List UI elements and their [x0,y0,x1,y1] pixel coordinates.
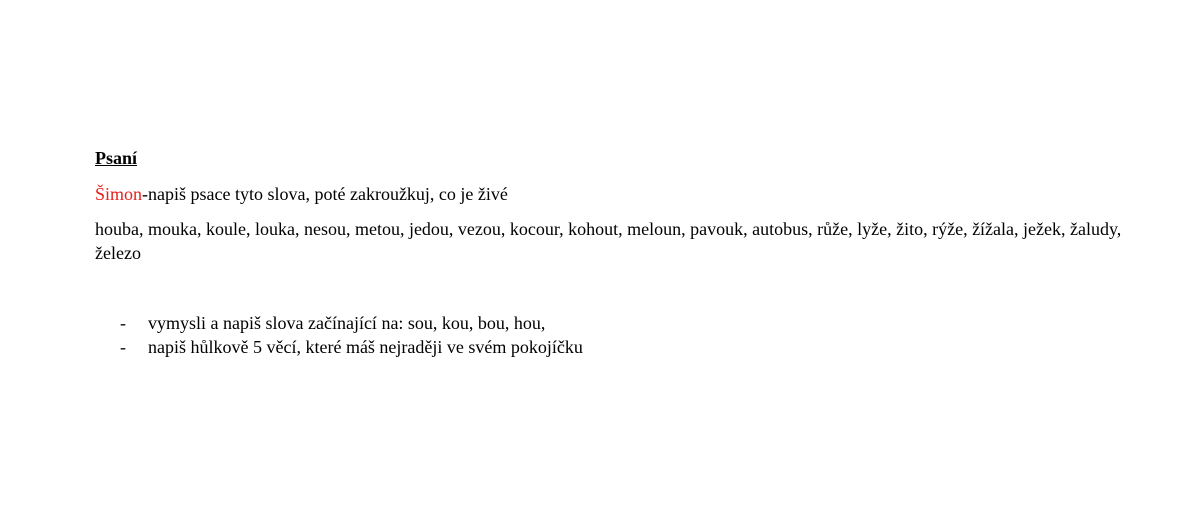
task-text: vymysli a napiš slova začínající na: sou, kou, bou, hou, [148,313,546,333]
instruction-line [95,182,1125,206]
student-name: Šimon [95,184,143,204]
task-list [95,311,1125,359]
document-page [95,146,1125,359]
bullet-marker: - [120,313,126,333]
task-item [95,335,1125,359]
instruction-text: -napiš psace tyto slova, poté zakroužkuj, co je živé [142,184,508,204]
word-list: houba, mouka, koule, louka, nesou, metou, jedou, vezou, kocour, kohout, meloun, pavouk, autobus, růže, lyže, žito, rýže, žížala, ježek, žaludy, železo [95,219,1122,263]
section-heading: Psaní [95,148,138,168]
task-text: napiš hůlkově 5 věcí, které máš nejraději ve svém pokojíčku [148,337,583,357]
bullet-marker: - [120,337,126,357]
task-item [95,311,1125,335]
